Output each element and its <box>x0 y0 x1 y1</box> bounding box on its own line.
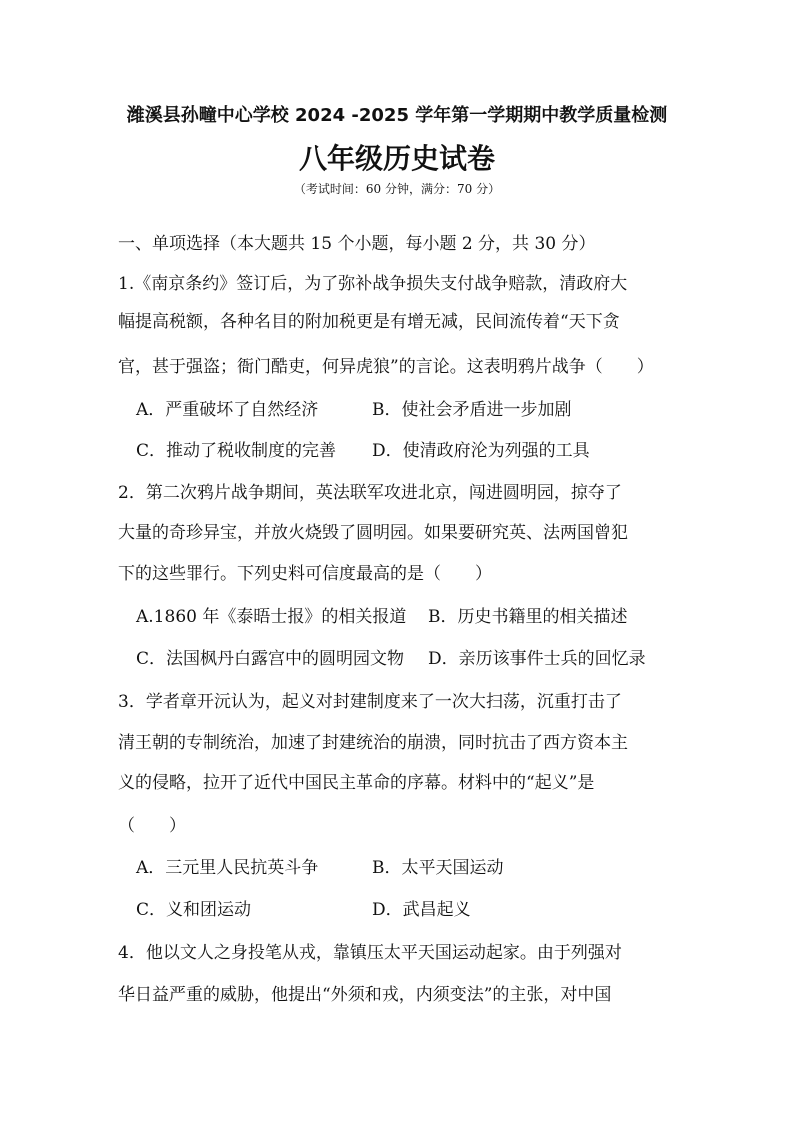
section-heading: 一、单项选择（本大题共 15 个小题，每小题 2 分，共 30 分） <box>118 234 596 254</box>
question-3-option-d: D．武昌起义 <box>372 900 471 920</box>
question-1-line-1: 1.《南京条约》签订后，为了弥补战争损失支付战争赔款，清政府大 <box>118 274 628 294</box>
question-4-line-1: 4．他以文人之身投笔从戎，靠镇压太平天国运动起家。由于列强对 <box>118 943 622 963</box>
question-2-line-3: 下的这些罪行。下列史料可信度最高的是（ ） <box>118 564 492 584</box>
question-1-line-3: 官，甚于强盗；衙门酷吏，何异虎狼”的言论。这表明鸦片战争（ ） <box>118 357 654 377</box>
question-2-line-2: 大量的奇珍异宝，并放火烧毁了圆明园。如果要研究英、法两国曾犯 <box>118 523 628 543</box>
question-1-option-a: A．严重破坏了自然经济 <box>136 400 319 420</box>
question-4-line-2: 华日益严重的威胁，他提出“外须和戎，内须变法”的主张，对中国 <box>118 985 612 1005</box>
question-1-line-2: 幅提高税额，各种名目的附加税更是有增无减，民间流传着“天下贪 <box>118 312 620 332</box>
question-1-option-c: C．推动了税收制度的完善 <box>136 441 337 461</box>
question-2-option-c: C．法国枫丹白露宫中的圆明园文物 <box>136 649 405 669</box>
question-2-option-a: A.1860 年《泰晤士报》的相关报道 <box>136 607 407 627</box>
question-2-line-1: 2．第二次鸦片战争期间，英法联军攻进北京，闯进圆明园，掠夺了 <box>118 483 622 503</box>
question-1-option-b: B．使社会矛盾进一步加剧 <box>372 400 572 420</box>
exam-info: （考试时间：60 分钟，满分：70 分） <box>293 182 501 196</box>
question-3-line-3: 义的侵略，拉开了近代中国民主革命的序幕。材料中的“起义”是 <box>118 773 595 793</box>
question-3-line-4: （ ） <box>118 816 186 836</box>
page-title: 八年级历史试卷 <box>298 142 495 175</box>
question-1-option-d: D．使清政府沦为列强的工具 <box>372 441 590 461</box>
question-3-option-b: B．太平天国运动 <box>372 858 504 878</box>
question-3-option-a: A．三元里人民抗英斗争 <box>136 858 319 878</box>
school-exam-line: 潍溪县孙疃中心学校 2024 -2025 学年第一学期期中教学质量检测 <box>126 105 668 126</box>
question-3-option-c: C．义和团运动 <box>136 900 252 920</box>
question-3-line-1: 3．学者章开沅认为，起义对封建制度来了一次大扫荡，沉重打击了 <box>118 692 622 712</box>
question-3-line-2: 清王朝的专制统治，加速了封建统治的崩溃，同时抗击了西方资本主 <box>118 733 628 753</box>
question-2-option-b: B．历史书籍里的相关描述 <box>428 607 628 627</box>
question-2-option-d: D．亲历该事件士兵的回忆录 <box>428 649 646 669</box>
